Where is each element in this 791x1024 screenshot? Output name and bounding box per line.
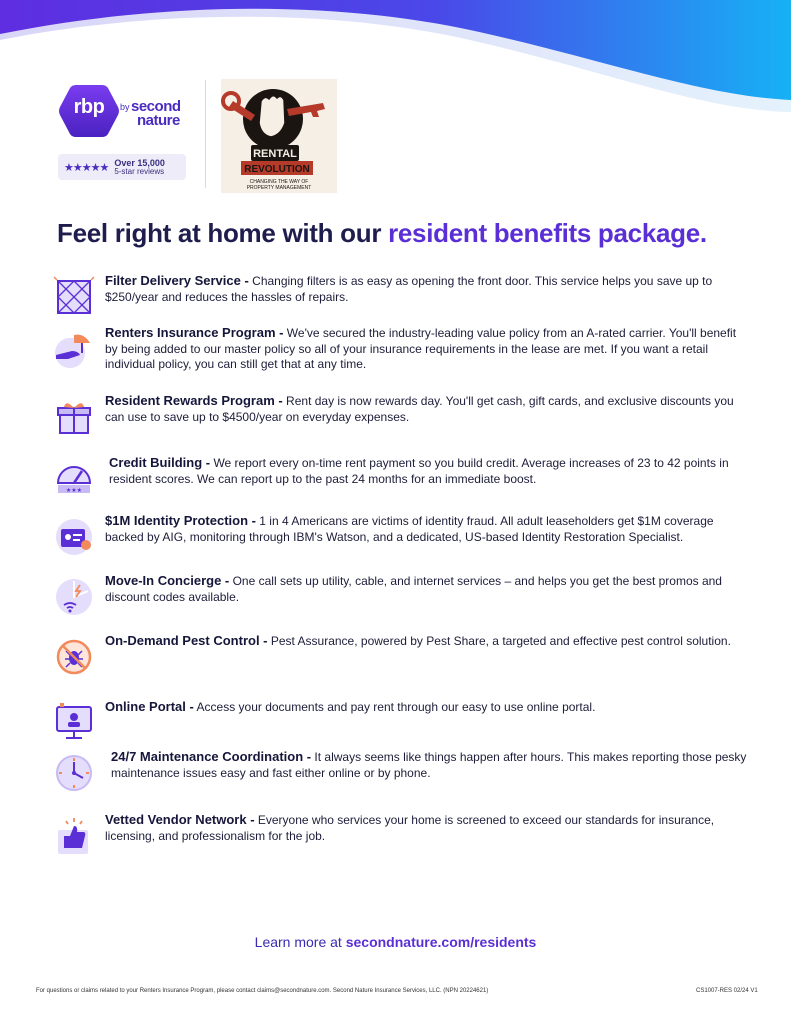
benefit-text xyxy=(109,455,749,487)
second-word: second xyxy=(131,98,181,115)
benefit-text xyxy=(105,325,745,373)
svg-text:CHANGING THE WAY OF: CHANGING THE WAY OF xyxy=(249,179,309,185)
benefit-title: Renters Insurance Program - xyxy=(105,325,284,340)
benefit-text xyxy=(105,812,745,844)
benefit-title: Resident Rewards Program - xyxy=(105,393,283,408)
svg-text:RENTAL: RENTAL xyxy=(253,148,297,160)
benefit-desc: Rent day is now rewards day. You'll get cash, gift cards, and exclusive discounts you can use to save up to $4500/year on everyday expenses. xyxy=(105,394,734,424)
gift-icon xyxy=(52,395,96,439)
headline-highlight: resident benefits package. xyxy=(388,218,707,248)
page-headline xyxy=(57,218,707,249)
benefit-title: Online Portal - xyxy=(105,699,194,714)
benefit-title: 24/7 Maintenance Coordination - xyxy=(111,749,312,764)
logo-divider xyxy=(205,80,206,188)
id-badge-shield-icon xyxy=(52,515,96,559)
benefit-title: Filter Delivery Service - xyxy=(105,273,249,288)
learn-more-line xyxy=(0,934,791,950)
footer-disclaimer: For questions or claims related to your Renters Insurance Program, please contact claims@secondnature.com. Second Nature Insurance Services, LLC. (NPN 20224621) xyxy=(36,988,489,994)
benefit-title: $1M Identity Protection - xyxy=(105,513,256,528)
svg-text:PROPERTY MANAGEMENT: PROPERTY MANAGEMENT xyxy=(246,185,312,191)
benefit-text xyxy=(105,633,745,650)
benefit-title: Vetted Vendor Network - xyxy=(105,812,255,827)
utilities-wifi-icon xyxy=(52,575,96,619)
by-label: by xyxy=(120,102,130,112)
benefit-desc: Everyone who services your home is screened to exceed our standards for insurance, licensing, and professionalism for the job. xyxy=(105,813,715,843)
headline-lead: Feel right at home with our xyxy=(57,218,389,248)
reviews-count: Over 15,000 xyxy=(114,157,165,168)
svg-text:REVOLUTION: REVOLUTION xyxy=(244,164,310,175)
benefit-title: On-Demand Pest Control - xyxy=(105,633,268,648)
benefit-text xyxy=(111,749,751,781)
footer-code: CS1007-RES 02/24 V1 xyxy=(696,988,758,994)
benefit-desc: It always seems like things happen after hours. This makes reporting those pesky maintenance issues easy and fast either online or by phone. xyxy=(111,750,747,780)
benefit-text xyxy=(105,273,745,305)
svg-text:★★★: ★★★ xyxy=(65,487,83,494)
benefit-text xyxy=(105,393,745,425)
reviews-badge xyxy=(58,154,186,180)
reviews-text xyxy=(114,159,165,176)
second-nature-logo xyxy=(58,82,198,182)
filter-icon xyxy=(52,275,96,319)
benefit-desc: One call sets up utility, cable, and internet services – and helps you get the best promos and discount codes available. xyxy=(105,574,722,604)
learn-more-lead: Learn more at xyxy=(254,934,346,950)
credit-gauge-icon xyxy=(52,457,96,501)
benefit-desc: Pest Assurance, powered by Pest Share, a targeted and effective pest control solution. xyxy=(267,634,731,648)
rbp-wordmark: rbp xyxy=(73,96,105,118)
learn-more-link[interactable]: secondnature.com/residents xyxy=(345,934,537,950)
benefit-title: Credit Building - xyxy=(109,455,211,470)
benefit-text xyxy=(105,513,745,545)
no-pest-icon xyxy=(52,635,96,679)
rental-revolution-logo xyxy=(221,79,337,193)
nature-word: nature xyxy=(137,112,180,129)
benefit-desc: Access your documents and pay rent through our easy to use online portal. xyxy=(193,700,596,714)
benefit-title: Move-In Concierge - xyxy=(105,573,230,588)
five-star-icon: ★★★★★ xyxy=(64,161,109,174)
benefit-text xyxy=(105,699,745,716)
benefit-desc: We've secured the industry-leading value policy from an A-rated carrier. You'll benefit by being added to our master policy so all of your insurance requirements in the lease are met. If you want a retail individual policy, you can still get that at any time. xyxy=(105,326,737,371)
clock-icon xyxy=(52,751,96,795)
benefit-text xyxy=(105,573,745,605)
umbrella-hand-icon xyxy=(52,327,96,371)
benefit-desc: We report every on-time rent payment so you build credit. Average increases of 23 to 42 points in resident scores. We can report up to the past 24 months for an immediate boost. xyxy=(109,456,729,486)
thumbs-up-icon xyxy=(52,814,96,858)
reviews-label: 5-star reviews xyxy=(114,166,165,176)
benefit-desc: 1 in 4 Americans are victims of identity fraud. All adult leaseholders get $1M coverage backed by AIG, monitoring through IBM's Watson, and a dedicated, US-based Identity Restoration Specialist. xyxy=(105,514,714,544)
monitor-portal-icon xyxy=(52,701,96,745)
second-nature-wordmark xyxy=(131,100,181,128)
benefit-desc: Changing filters is as easy as opening the front door. This service helps you save up to $250/year and reduces the hassles of repairs. xyxy=(105,274,713,304)
